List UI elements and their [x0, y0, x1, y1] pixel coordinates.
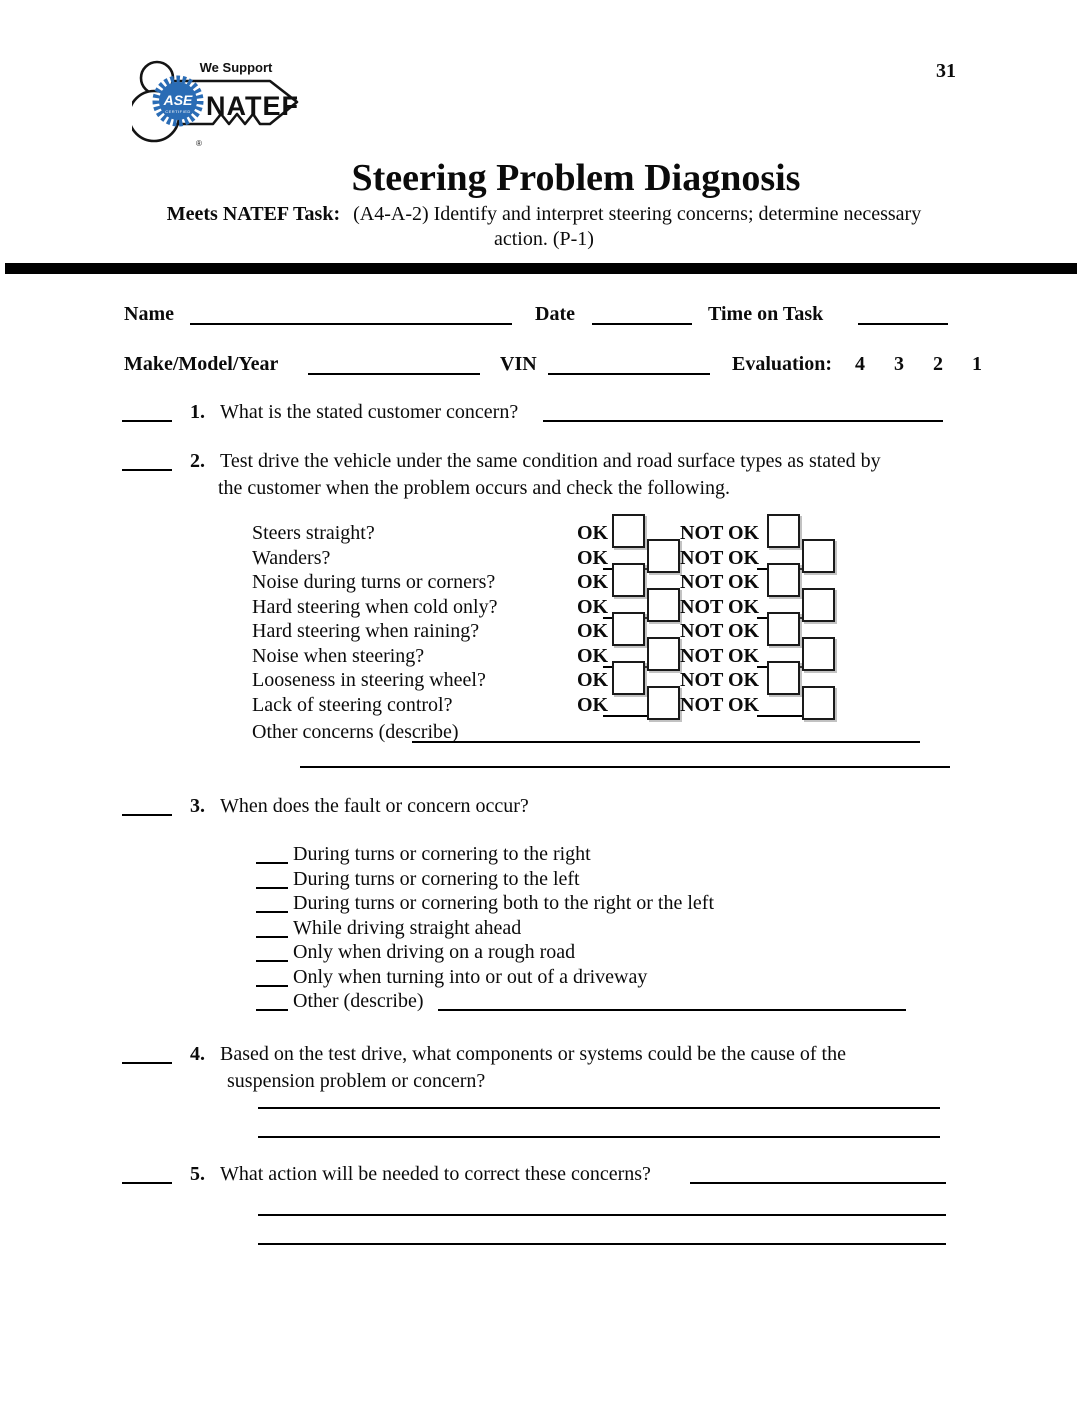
question-5-grade-blank[interactable] [122, 1182, 172, 1184]
ok-checkbox[interactable] [612, 661, 645, 695]
question-4-answer-line-2[interactable] [258, 1136, 940, 1138]
option-check-blank[interactable] [256, 911, 288, 913]
option-label: While driving straight ahead [293, 917, 522, 939]
question-1-text: What is the stated customer concern? [220, 401, 519, 423]
page-title: Steering Problem Diagnosis [351, 157, 801, 199]
ase-text: ASE [163, 92, 193, 108]
ok-checkbox[interactable] [647, 637, 680, 671]
time-on-task-label: Time on Task [708, 303, 824, 325]
question-2-text-line1: Test drive the vehicle under the same condition and road surface types as stated by [220, 450, 881, 472]
question-4-grade-blank[interactable] [122, 1062, 172, 1064]
symptom-row [0, 571, 1088, 596]
ok-checkbox[interactable] [647, 539, 680, 573]
natef-task-label: Meets NATEF Task: [166, 203, 341, 225]
symptom-label: Noise when steering? [252, 645, 425, 667]
not-ok-label: NOT OK [680, 547, 760, 569]
option-label: Only when turning into or out of a driveway [293, 966, 648, 988]
symptom-label: Lack of steering control? [252, 694, 453, 716]
ok-checkbox[interactable] [647, 686, 680, 720]
ok-label: OK [577, 669, 609, 691]
vin-blank[interactable] [548, 373, 710, 375]
evaluation-scale [846, 353, 997, 376]
option-label: During turns or cornering to the left [293, 868, 580, 890]
option-label: During turns or cornering both to the right or the left [293, 892, 715, 914]
not-ok-label: NOT OK [680, 620, 760, 642]
question-4-text-line2: suspension problem or concern? [227, 1070, 486, 1092]
not-ok-label: NOT OK [680, 571, 760, 593]
option-label: Only when driving on a rough road [293, 941, 576, 963]
option-label: Other (describe) [293, 990, 424, 1012]
make-model-year-blank[interactable] [308, 373, 480, 375]
not-ok-checkbox[interactable] [767, 661, 800, 695]
ok-checkbox[interactable] [612, 514, 645, 548]
make-model-year-label: Make/Model/Year [124, 353, 279, 375]
question-3 [190, 795, 529, 818]
not-ok-label: NOT OK [680, 645, 760, 667]
question-5-answer-line-2[interactable] [258, 1243, 946, 1245]
symptom-row [0, 620, 1088, 645]
not-ok-checkbox[interactable] [767, 563, 800, 597]
option-other-describe-blank[interactable] [438, 1009, 906, 1011]
page-number: 31 [936, 60, 956, 82]
question-2-number: 2. [190, 450, 205, 472]
ok-label: OK [577, 694, 609, 716]
not-ok-checkbox[interactable] [802, 686, 835, 720]
not-ok-label: NOT OK [680, 669, 760, 691]
not-ok-checkbox[interactable] [802, 539, 835, 573]
symptom-label: Hard steering when raining? [252, 620, 480, 642]
question-2-grade-blank[interactable] [122, 469, 172, 471]
ok-checkbox[interactable] [612, 612, 645, 646]
question-3-text: When does the fault or concern occur? [220, 795, 529, 817]
vin-label: VIN [500, 353, 537, 375]
symptom-label: Looseness in steering wheel? [252, 669, 486, 691]
symptom-row [0, 547, 1088, 572]
question-1-answer-blank[interactable] [543, 420, 943, 422]
not-ok-label: NOT OK [680, 694, 760, 716]
question-1-grade-blank[interactable] [122, 420, 172, 422]
ok-checkbox[interactable] [647, 588, 680, 622]
not-ok-answer-blank[interactable] [757, 715, 802, 717]
option-check-blank[interactable] [256, 985, 288, 987]
question-1-number: 1. [190, 401, 205, 423]
question-5-answer-line-1[interactable] [258, 1214, 946, 1216]
date-blank[interactable] [592, 323, 692, 325]
name-label: Name [124, 303, 174, 325]
registered-mark: ® [196, 139, 202, 148]
other-concerns-blank-2[interactable] [300, 766, 950, 768]
not-ok-checkbox[interactable] [802, 588, 835, 622]
question-4-text-line1: Based on the test drive, what components or systems could be the cause of the [220, 1043, 846, 1065]
symptom-label: Wanders? [252, 547, 331, 569]
question-3-grade-blank[interactable] [122, 814, 172, 816]
symptom-row [0, 596, 1088, 621]
symptom-row [0, 694, 1088, 719]
other-concerns-label: Other concerns (describe) [252, 721, 459, 743]
question-1 [190, 401, 518, 424]
ok-label: OK [577, 620, 609, 642]
symptom-label: Hard steering when cold only? [252, 596, 498, 618]
option-check-blank[interactable] [256, 960, 288, 962]
question-5-answer-blank[interactable] [690, 1182, 946, 1184]
question-5-text: What action will be needed to correct these concerns? [220, 1163, 651, 1185]
evaluation-score-1[interactable]: 1 [972, 353, 982, 375]
natef-task-line2: action. (P-1) [494, 228, 594, 250]
symptom-row [0, 669, 1088, 694]
not-ok-checkbox[interactable] [767, 612, 800, 646]
header-divider [5, 263, 1077, 274]
ok-answer-blank[interactable] [603, 715, 648, 717]
natef-task-line1 [0, 203, 1088, 226]
question-5-number: 5. [190, 1163, 205, 1185]
symptom-label: Steers straight? [252, 522, 375, 544]
option-check-blank[interactable] [256, 862, 288, 864]
evaluation-score-2[interactable]: 2 [933, 353, 943, 375]
question-5 [190, 1163, 651, 1186]
ase-certified-text: CERTIFIED [165, 109, 191, 114]
option-check-blank[interactable] [256, 887, 288, 889]
question-2-text-line2: the customer when the problem occurs and check the following. [218, 477, 731, 499]
date-label: Date [535, 303, 575, 325]
symptom-row [0, 645, 1088, 670]
natef-logo [132, 54, 306, 150]
question-2 [190, 450, 881, 473]
not-ok-checkbox[interactable] [802, 637, 835, 671]
option-check-blank[interactable] [256, 1009, 288, 1011]
ok-label: OK [577, 571, 609, 593]
question-4-answer-line-1[interactable] [258, 1107, 940, 1109]
symptom-label: Noise during turns or corners? [252, 571, 496, 593]
not-ok-label: NOT OK [680, 522, 760, 544]
ok-label: OK [577, 522, 609, 544]
ok-label: OK [577, 645, 609, 667]
natef-task-text: (A4-A-2) Identify and interpret steering concerns; determine necessary [353, 203, 922, 225]
not-ok-label: NOT OK [680, 596, 760, 618]
option-label: During turns or cornering to the right [293, 843, 591, 865]
natef-text: NATEF [206, 91, 299, 121]
ok-checkbox[interactable] [612, 563, 645, 597]
ok-label: OK [577, 547, 609, 569]
evaluation-score-4[interactable]: 4 [855, 353, 865, 375]
other-concerns-blank[interactable] [412, 741, 920, 743]
evaluation-label: Evaluation: [732, 353, 833, 375]
we-support-text: We Support [199, 60, 273, 75]
question-4-number: 4. [190, 1043, 205, 1065]
question-4 [190, 1043, 846, 1066]
time-on-task-blank[interactable] [858, 323, 948, 325]
ok-label: OK [577, 596, 609, 618]
name-blank[interactable] [190, 323, 512, 325]
not-ok-checkbox[interactable] [767, 514, 800, 548]
evaluation-score-3[interactable]: 3 [894, 353, 904, 375]
option-check-blank[interactable] [256, 936, 288, 938]
symptom-row [0, 522, 1088, 547]
question-3-number: 3. [190, 795, 205, 817]
